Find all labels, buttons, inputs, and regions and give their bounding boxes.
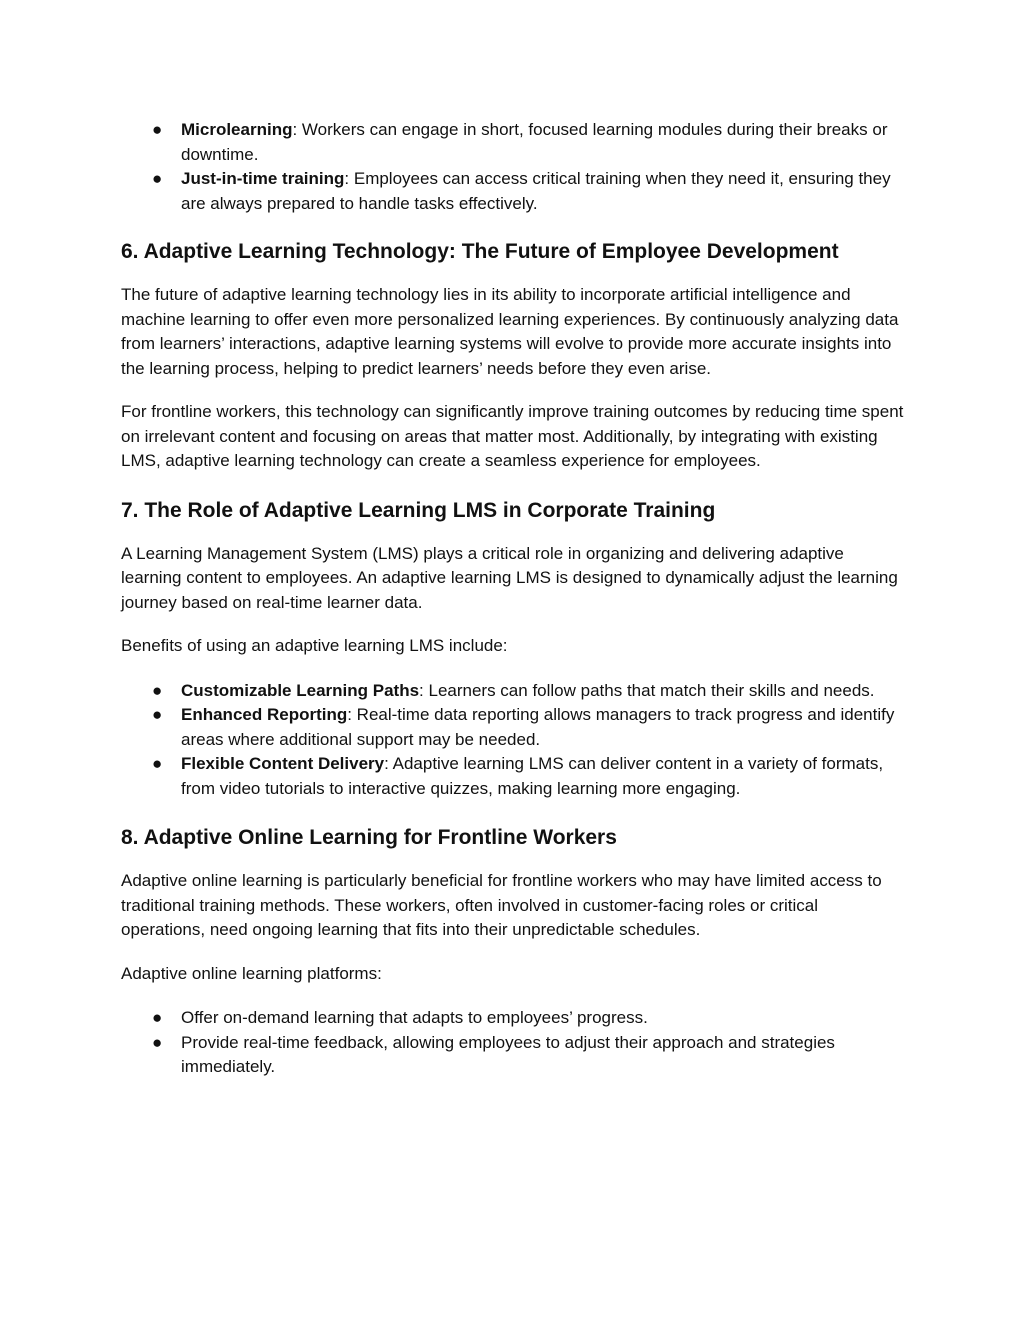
list-item — [121, 1006, 906, 1031]
bullet-icon: ● — [152, 705, 163, 724]
section-8-paragraph-2: Adaptive online learning platforms: — [121, 963, 382, 983]
list-item-text: Offer on-demand learning that adapts to employees’ progress. — [181, 1008, 648, 1027]
list-item — [121, 752, 906, 801]
list-item — [121, 703, 906, 752]
list-item-text: Provide real-time feedback, allowing employees to adjust their approach and strategies immediately. — [181, 1032, 835, 1076]
section-6-paragraph-1: The future of adaptive learning technology lies in its ability to incorporate artificial intelligence and machine learning to offer even more personalized learning experiences. By continuously analyzing data from learners’ interactions, adaptive learning systems will evolve to provide more accurate insights into the learning process, helping to predict learners’ needs before they even arise. — [121, 285, 899, 378]
bullet-icon: ● — [152, 1032, 163, 1052]
bullet-icon: ● — [152, 680, 163, 700]
bullet-icon: ● — [152, 120, 163, 139]
list-item-term: Enhanced Reporting — [181, 705, 348, 724]
list-item — [121, 167, 906, 216]
list-item — [121, 679, 906, 704]
list-item-term: Just-in-time training — [181, 169, 345, 188]
list-item-text: : Workers can engage in short, focused learning modules during their breaks or downtime. — [181, 120, 888, 164]
bullet-icon: ● — [152, 169, 163, 188]
section-7-paragraph-1: A Learning Management System (LMS) plays a critical role in organizing and delivering adaptive learning content to employees. An adaptive learning LMS is designed to dynamically adjust the learning journey based on real-time learner data. — [121, 543, 898, 612]
section-6-heading: 6. Adaptive Learning Technology: The Future of Employee Development — [121, 240, 839, 263]
bullet-icon: ● — [152, 754, 163, 773]
section-8-paragraph-1: Adaptive online learning is particularly beneficial for frontline workers who may have limited access to traditional training methods. These workers, often involved in customer-facing roles or critical operations, need ongoing learning that fits into their unpredictable schedules. — [121, 871, 882, 939]
section-6-paragraph-2: For frontline workers, this technology can significantly improve training outcomes by reducing time spent on irrelevant content and focusing on areas that matter most. Additionally, by integrating with existing LMS, adaptive learning technology can create a seamless experience for employees. — [121, 402, 904, 470]
list-item-text: : Real-time data reporting allows managers to track progress and identify areas where additional support may be needed. — [181, 705, 895, 749]
intro-bullet-list — [121, 118, 906, 216]
list-item-term: Microlearning — [181, 120, 293, 139]
section-7-paragraph-2: Benefits of using an adaptive learning LMS include: — [121, 636, 508, 655]
list-item-term: Flexible Content Delivery — [181, 754, 385, 773]
section-8-heading: 8. Adaptive Online Learning for Frontline Workers — [121, 826, 617, 849]
list-item-text: : Learners can follow paths that match their skills and needs. — [419, 680, 875, 700]
section-7-bullet-list — [121, 679, 906, 802]
bullet-icon: ● — [152, 1008, 163, 1027]
section-8-bullet-list — [121, 1006, 906, 1080]
section-7-heading: 7. The Role of Adaptive Learning LMS in Corporate Training — [121, 498, 716, 522]
document-page — [121, 118, 906, 1080]
list-item — [121, 1031, 906, 1080]
list-item-text: : Adaptive learning LMS can deliver content in a variety of formats, from video tutorials to interactive quizzes, making learning more engaging. — [181, 754, 884, 798]
list-item-text: : Employees can access critical training when they need it, ensuring they are always prepared to handle tasks effectively. — [181, 169, 891, 213]
list-item-term: Customizable Learning Paths — [181, 680, 420, 700]
list-item — [121, 118, 906, 167]
